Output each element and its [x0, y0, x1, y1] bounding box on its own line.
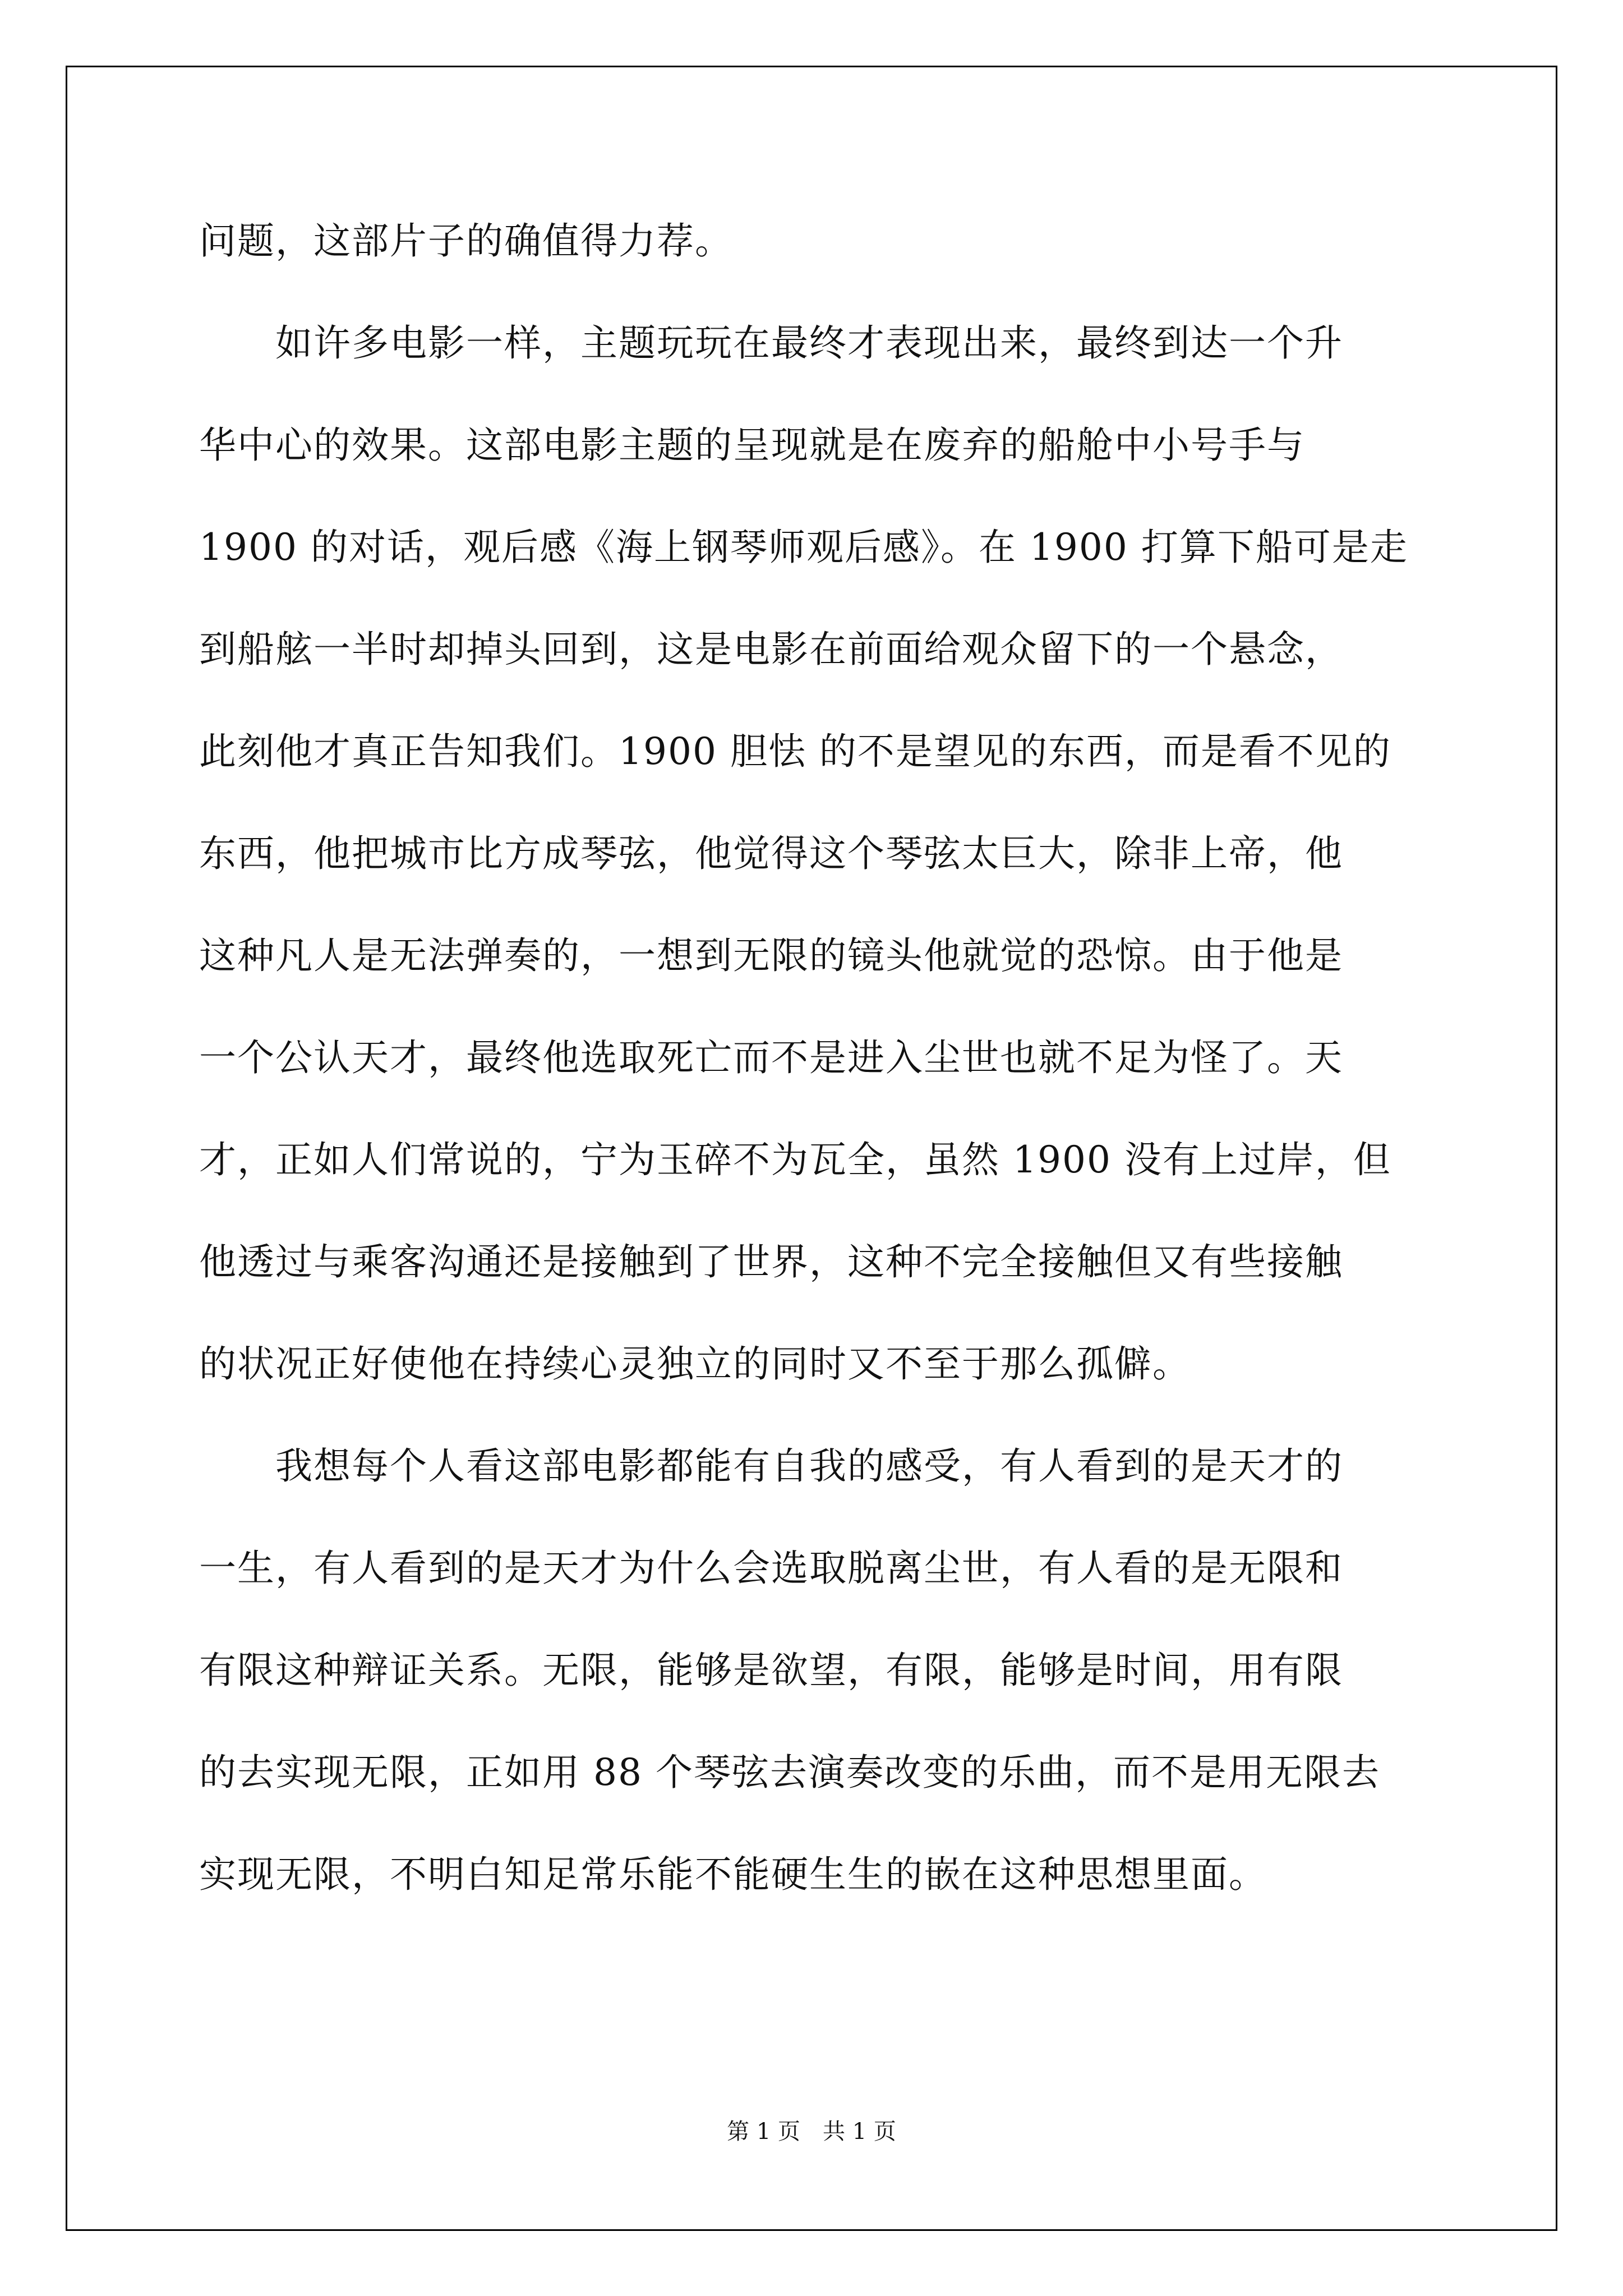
text-line: 我想每个人看这部电影都能有自我的感受，有人看到的是天才的	[199, 1444, 1343, 1488]
text-line: 到船舷一半时却掉头回到，这是电影在前面给观众留下的一个悬念，	[199, 628, 1343, 671]
text-line: 一个公认天才，最终他选取死亡而不是进入尘世也就不足为怪了。天	[199, 1036, 1343, 1079]
text-line: 华中心的效果。这部电影主题的呈现就是在废弃的船舱中小号手与	[199, 424, 1305, 467]
text-line: 才，正如人们常说的，宁为玉碎不为瓦全，虽然 1900 没有上过岸，但	[199, 1138, 1391, 1181]
text-line: 这种凡人是无法弹奏的，一想到无限的镜头他就觉的恐惊。由于他是	[199, 934, 1343, 977]
text-line: 此刻他才真正告知我们。1900 胆怯 的不是望见的东西，而是看不见的	[199, 730, 1391, 773]
document-body	[199, 213, 1424, 1949]
text-line: 的状况正好使他在持续心灵独立的同时又不至于那么孤僻。	[199, 1342, 1191, 1386]
text-line: 东西，他把城市比方成琴弦，他觉得这个琴弦太巨大，除非上帝，他	[199, 832, 1343, 875]
text-line: 问题，这部片子的确值得力荐。	[199, 219, 733, 263]
text-line: 1900 的对话，观后感《海上钢琴师观后感》。在 1900 打算下船可是走	[199, 526, 1408, 569]
text-line: 如许多电影一样，主题玩玩在最终才表现出来，最终到达一个升	[199, 321, 1343, 365]
page-footer	[0, 2118, 1623, 2146]
text-line: 实现无限，不明白知足常乐能不能硬生生的嵌在这种思想里面。	[199, 1853, 1267, 1896]
page-number: 第 1 页 共 1 页	[727, 2119, 896, 2145]
text-line: 的去实现无限，正如用 88 个琴弦去演奏改变的乐曲，而不是用无限去	[199, 1751, 1380, 1794]
text-line: 一生，有人看到的是天才为什么会选取脱离尘世，有人看的是无限和	[199, 1547, 1343, 1590]
text-line: 他透过与乘客沟通还是接触到了世界，这种不完全接触但又有些接触	[199, 1240, 1343, 1283]
text-line: 有限这种辩证关系。无限，能够是欲望，有限，能够是时间，用有限	[199, 1649, 1343, 1692]
